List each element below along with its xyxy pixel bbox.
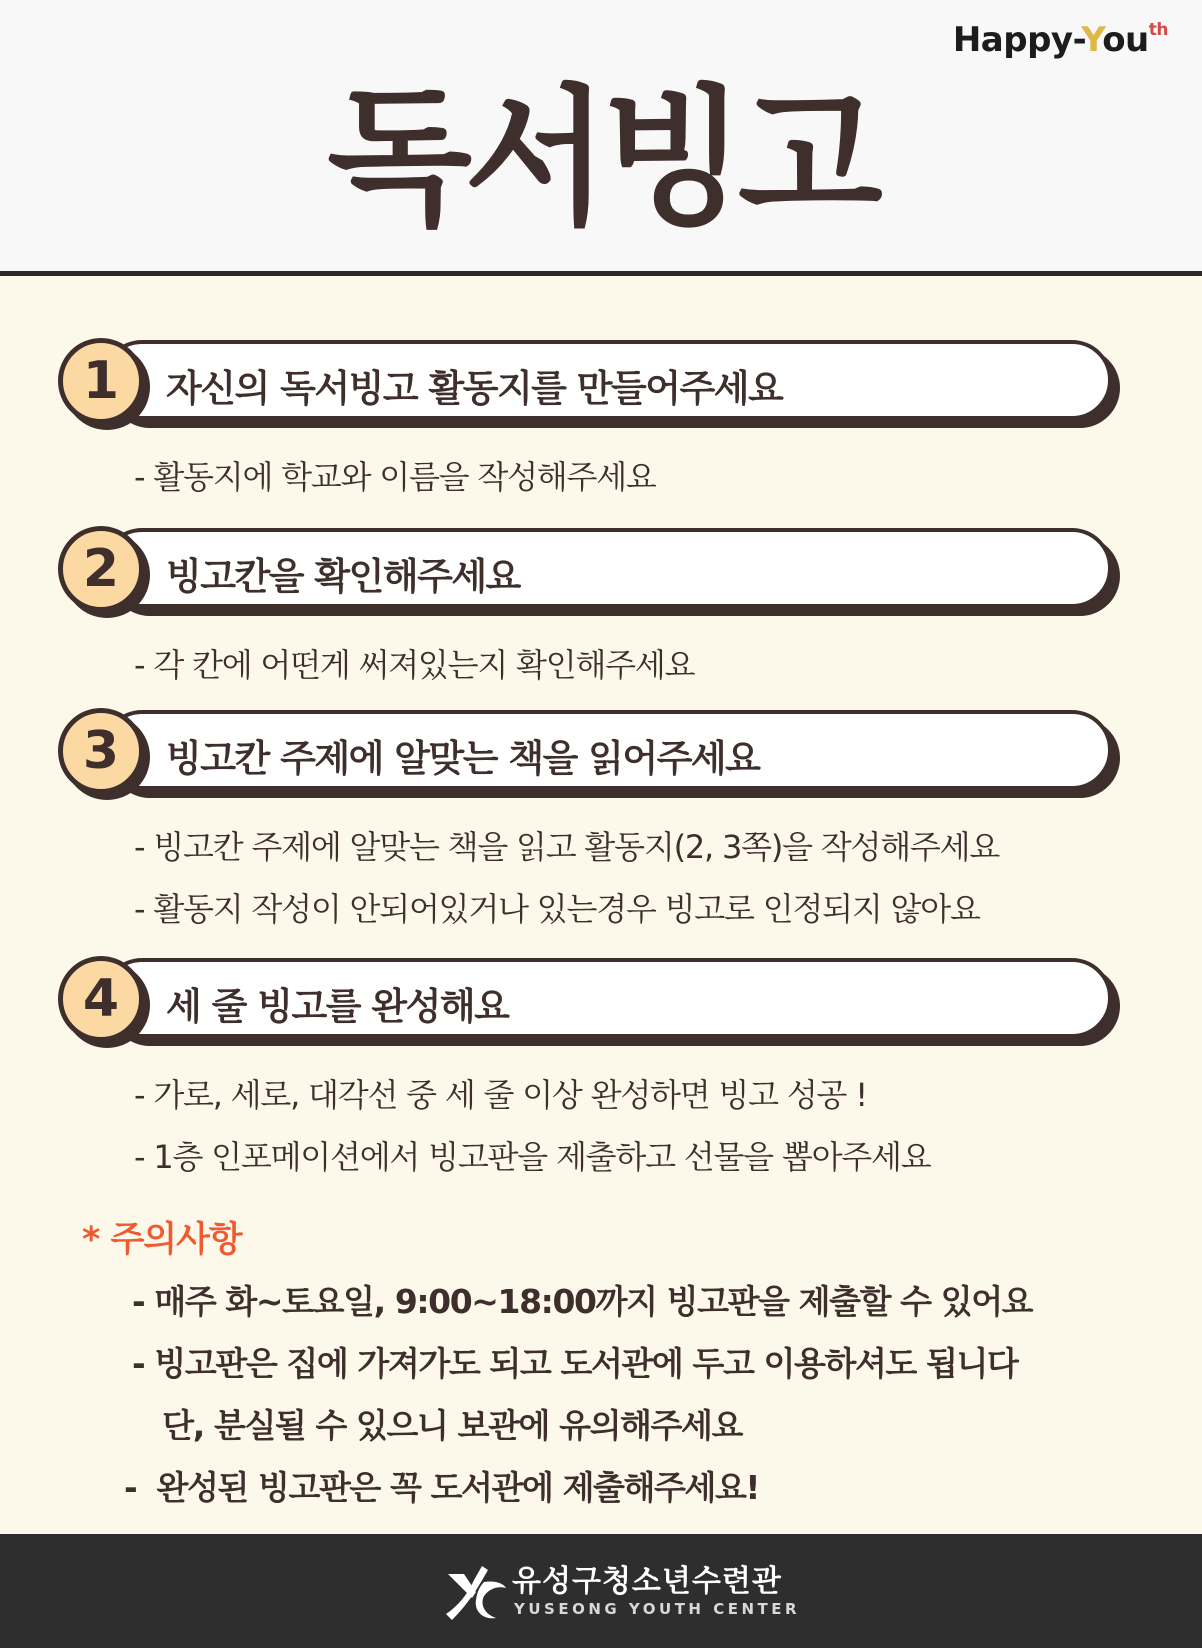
- caution-item-3: 단, 분실될 수 있으니 보관에 유의해주세요: [132, 1406, 742, 1445]
- step-number-badge: 1: [58, 338, 144, 424]
- step-title: 세 줄 빙고를 완성해요: [166, 985, 509, 1028]
- step-number-badge: 3: [58, 708, 144, 794]
- step-title: 빙고칸 주제에 알맞는 책을 읽어주세요: [166, 737, 760, 780]
- caution-item-4: - 완성된 빙고판은 꼭 도서관에 제출해주세요!: [124, 1468, 760, 1507]
- step-1: [58, 338, 1118, 426]
- brand-logo: Happy-You$^{th}$: [952, 20, 1168, 60]
- step-number-badge: 2: [58, 526, 144, 612]
- step-1-detail-1: - 활동지에 학교와 이름을 작성해주세요: [134, 458, 656, 496]
- step-4-detail-2: - 1층 인포메이션에서 빙고판을 제출하고 선물을 뽑아주세요: [134, 1138, 931, 1176]
- step-3-detail-1: - 빙고칸 주제에 알맞는 책을 읽고 활동지(2, 3쪽)을 작성해주세요: [134, 828, 1000, 866]
- step-3-detail-2: - 활동지 작성이 안되어있거나 있는경우 빙고로 인정되지 않아요: [134, 890, 980, 928]
- page-title: 독서빙고: [327, 72, 875, 246]
- step-4: [58, 956, 1118, 1044]
- yuseong-logo-icon: [444, 1562, 508, 1624]
- footer-org-name-ko: 유성구청소년수련관: [512, 1564, 782, 1599]
- footer-org-name-en: YUSEONG YOUTH CENTER: [514, 1600, 801, 1618]
- step-2-detail-1: - 각 칸에 어떤게 써져있는지 확인해주세요: [134, 646, 695, 684]
- step-3: [58, 708, 1118, 796]
- step-4-detail-1: - 가로, 세로, 대각선 중 세 줄 이상 완성하면 빙고 성공 !: [134, 1076, 867, 1114]
- header: [0, 0, 1202, 276]
- caution-item-2: - 빙고판은 집에 가져가도 되고 도서관에 두고 이용하셔도 됩니다: [132, 1344, 1018, 1383]
- caution-item-1: - 매주 화~토요일, 9:00~18:00까지 빙고판을 제출할 수 있어요: [132, 1282, 1033, 1321]
- step-title: 자신의 독서빙고 활동지를 만들어주세요: [166, 367, 783, 410]
- step-title: 빙고칸을 확인해주세요: [166, 555, 520, 598]
- step-number-badge: 4: [58, 956, 144, 1042]
- footer: [0, 1534, 1202, 1648]
- step-2: [58, 526, 1118, 614]
- caution-title: * 주의사항: [82, 1220, 242, 1260]
